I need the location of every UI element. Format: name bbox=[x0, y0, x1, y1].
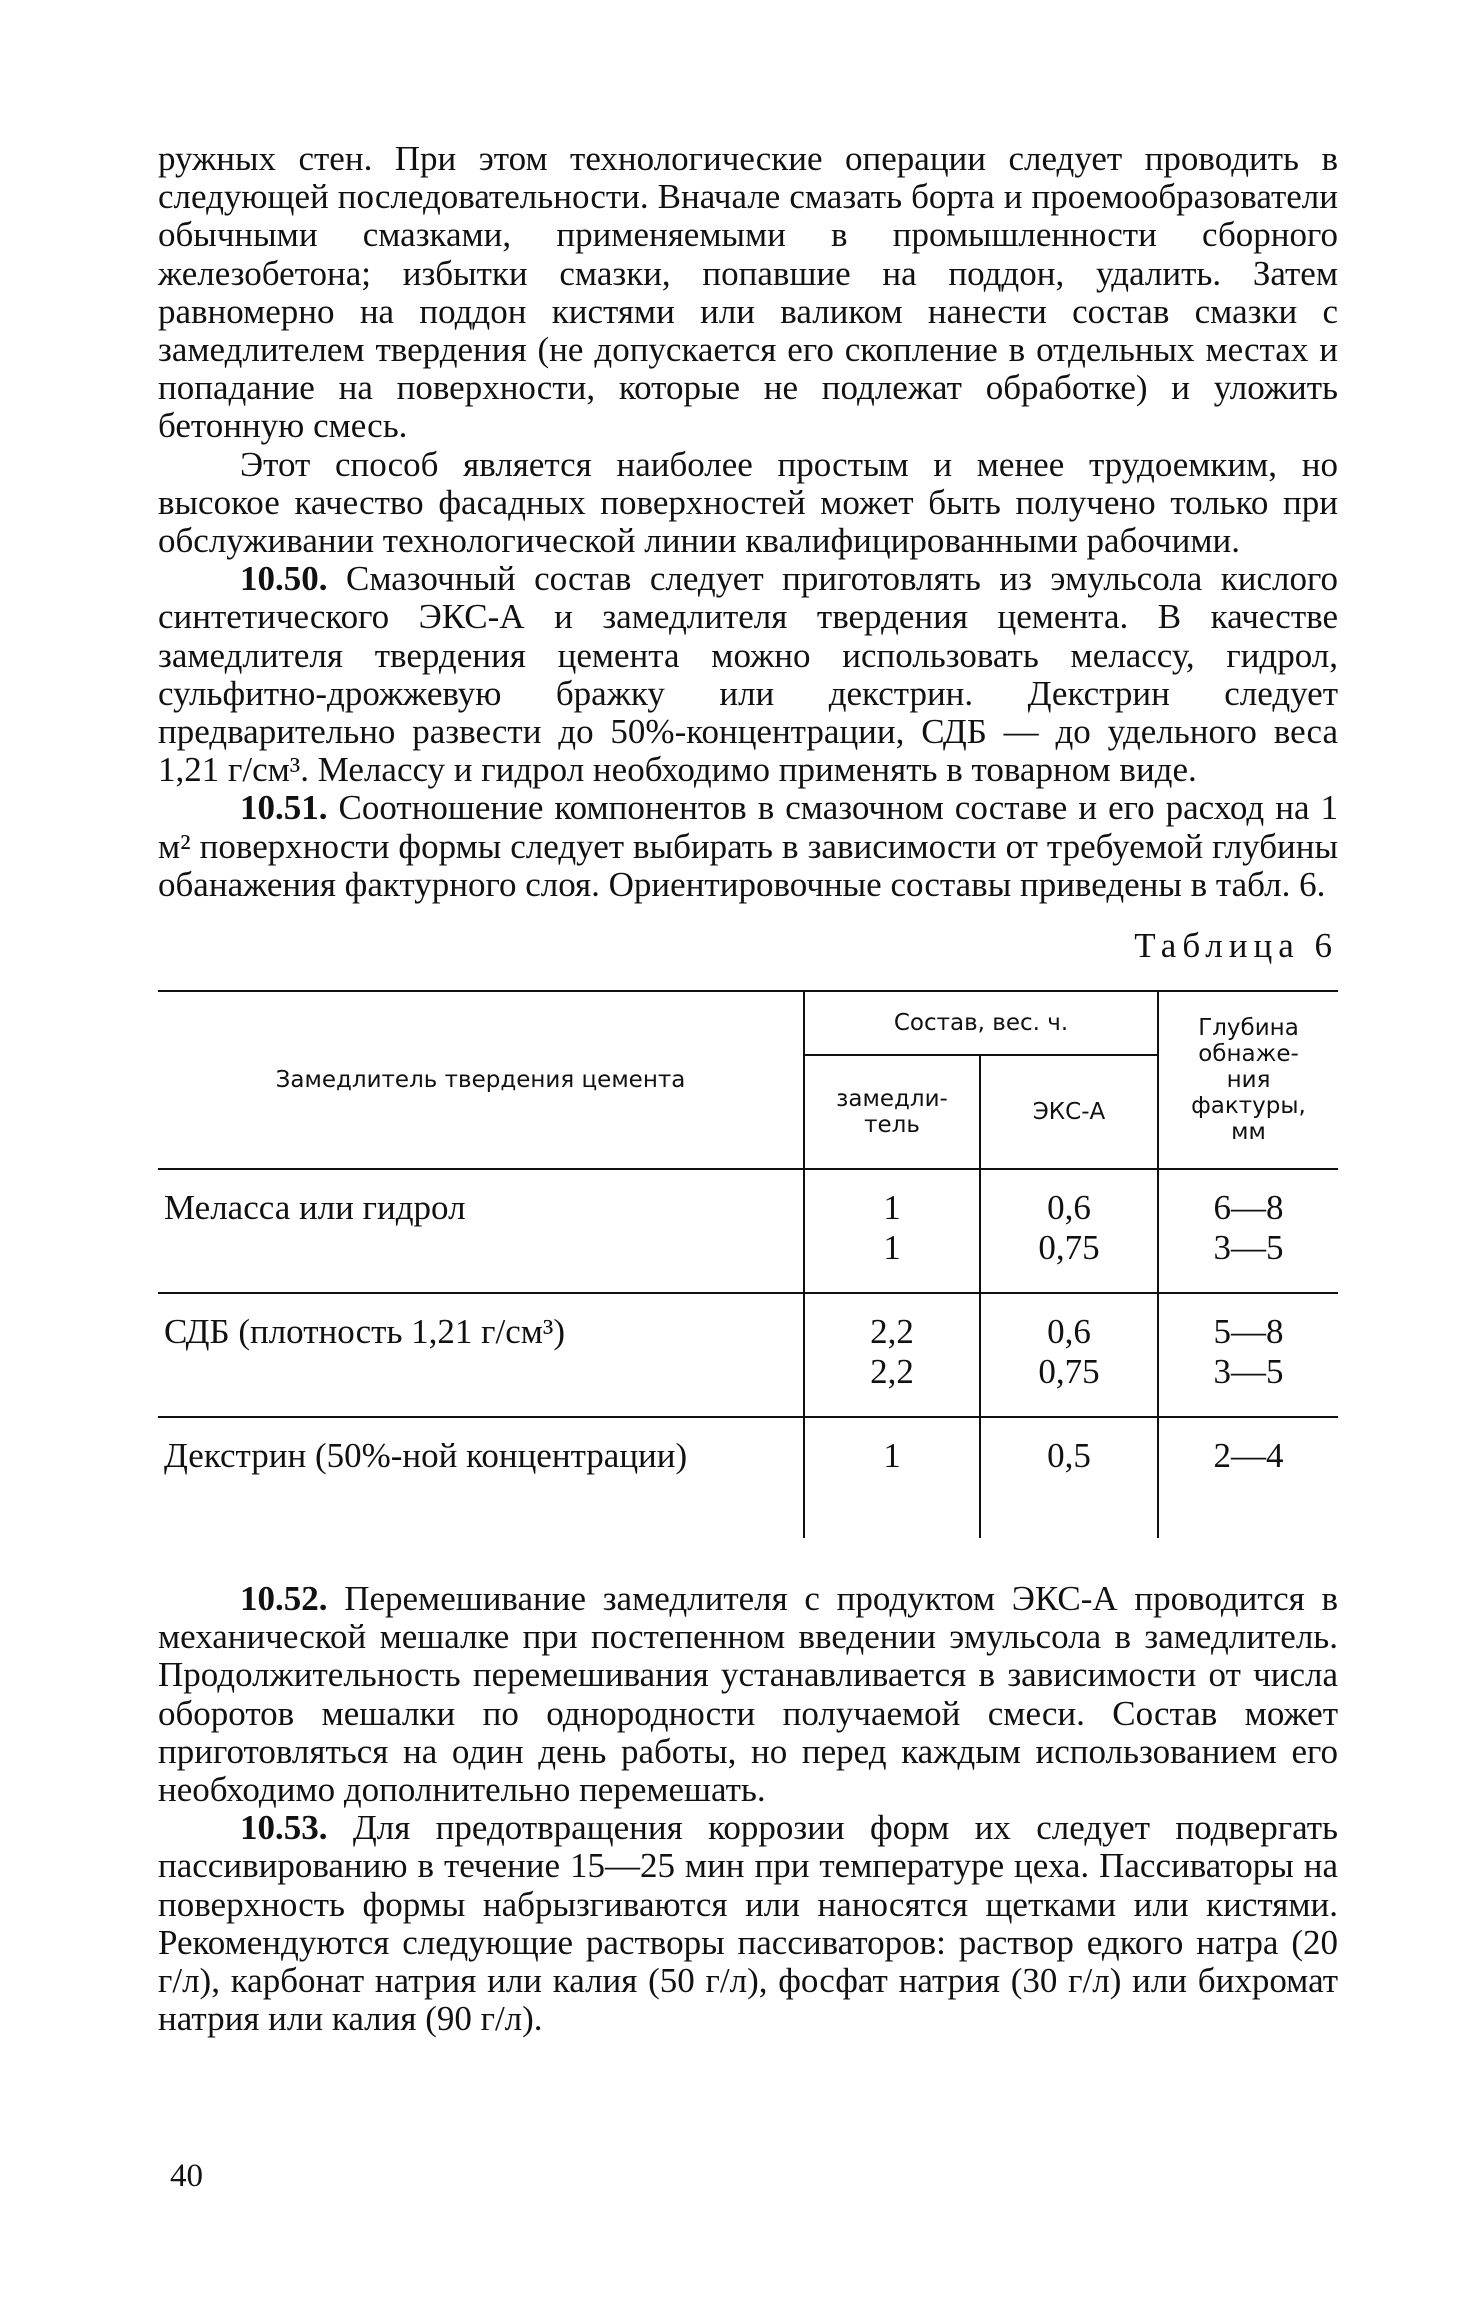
header-retarder-parts: замедли- тель bbox=[804, 1055, 980, 1169]
retarder-cell: 2,2 2,2 bbox=[804, 1293, 980, 1417]
eks-cell: 0,6 0,75 bbox=[980, 1169, 1158, 1293]
header-composition: Состав, вес. ч. bbox=[804, 991, 1158, 1055]
paragraph-10-50: 10.50. Смазочный состав следует приготовлять из эмульсола кислого синтетического ЭКС-А и замедлителя твердения цемента. В качестве замедлителя твердения цемента можно использовать мелассу, гидрол, сульфитно-дрожжевую бражку или декстрин. Декстрин следует предварительно развести до 50%-концентрации, СДБ — до удельного веса 1,21 г/см³. Мелассу и гидрол необходимо применять в товарном виде. bbox=[158, 559, 1338, 790]
row-name: Декстрин (50%-ной концентрации) bbox=[164, 1436, 688, 1476]
section-number: 10.50. bbox=[240, 559, 328, 599]
eks-cell: 0,6 0,75 bbox=[980, 1293, 1158, 1417]
header-retarder: Замедлитель твердения цемента bbox=[158, 991, 804, 1169]
paragraph-2: Этот способ является наиболее простым и менее трудоемким, но высокое качество фасадных поверхностей может быть получено только при обслуживании технологической линии квалифицированными рабочими. bbox=[158, 444, 1338, 561]
table-row bbox=[158, 1169, 1338, 1293]
page-number: 40 bbox=[170, 2158, 203, 2194]
section-number: 10.51. bbox=[240, 788, 328, 828]
paragraph-10-51: 10.51. Соотношение компонентов в смазочном составе и его расход на 1 м² поверхности формы следует выбирать в зависимости от требуемой глубины обанажения фактурного слоя. Ориентировочные составы приведены в табл. 6. bbox=[158, 788, 1338, 904]
header-eks: ЭКС-А bbox=[980, 1055, 1158, 1169]
table-row bbox=[158, 1417, 1338, 1538]
row-name: Меласса или гидрол bbox=[164, 1188, 466, 1228]
table-row bbox=[158, 1293, 1338, 1417]
composition-table bbox=[158, 990, 1338, 1538]
depth-cell: 6—8 3—5 bbox=[1158, 1169, 1338, 1293]
section-number: 10.53. bbox=[240, 1808, 328, 1848]
retarder-cell: 1 bbox=[804, 1417, 980, 1538]
eks-cell: 0,5 bbox=[980, 1417, 1158, 1538]
section-number: 10.52. bbox=[240, 1579, 328, 1619]
depth-cell: 2—4 bbox=[1158, 1417, 1338, 1538]
depth-cell: 5—8 3—5 bbox=[1158, 1293, 1338, 1417]
retarder-cell: 1 1 bbox=[804, 1169, 980, 1293]
paragraph-10-53: 10.53. Для предотвращения коррозии форм их следует подвергать пассивированию в течение 15—25 мин при температуре цеха. Пассиваторы на поверхность формы набрызгиваются или наносятся щетками или кистями. Рекомендуются следующие растворы пассиваторов: раствор едкого натра (20 г/л), карбонат натрия или калия (50 г/л), фосфат натрия (30 г/л) или бихромат натрия или калия (90 г/л). bbox=[158, 1808, 1338, 2039]
header-depth: Глубина обнаже- ния фактуры, мм bbox=[1158, 991, 1338, 1169]
paragraph-1: ружных стен. При этом технологические операции следует проводить в следующей последовательности. Вначале смазать борта и проемообразователи обычными смазками, применяемыми в промышленности сборного железобетона; избытки смазки, попавшие на поддон, удалить. Затем равномерно на поддон кистями или валиком нанести состав смазки с замедлителем твердения (не допускается его скопление в отдельных местах и попадание на поверхности, которые не подлежат обработке) и уложить бетонную смесь. bbox=[158, 139, 1338, 446]
row-name: СДБ (плотность 1,21 г/см³) bbox=[164, 1312, 566, 1352]
table-caption: Таблица 6 bbox=[1134, 926, 1338, 966]
page-body bbox=[158, 140, 1338, 2039]
paragraph-10-52: 10.52. Перемешивание замедлителя с продуктом ЭКС-А проводится в механической мешалке при постепенном введении эмульсола в замедлитель. Продолжительность перемешивания устанавливается в зависимости от числа оборотов мешалки по однородности получаемой смеси. Состав может приготовляться на один день работы, но перед каждым использованием его необходимо дополнительно перемешать. bbox=[158, 1579, 1338, 1810]
